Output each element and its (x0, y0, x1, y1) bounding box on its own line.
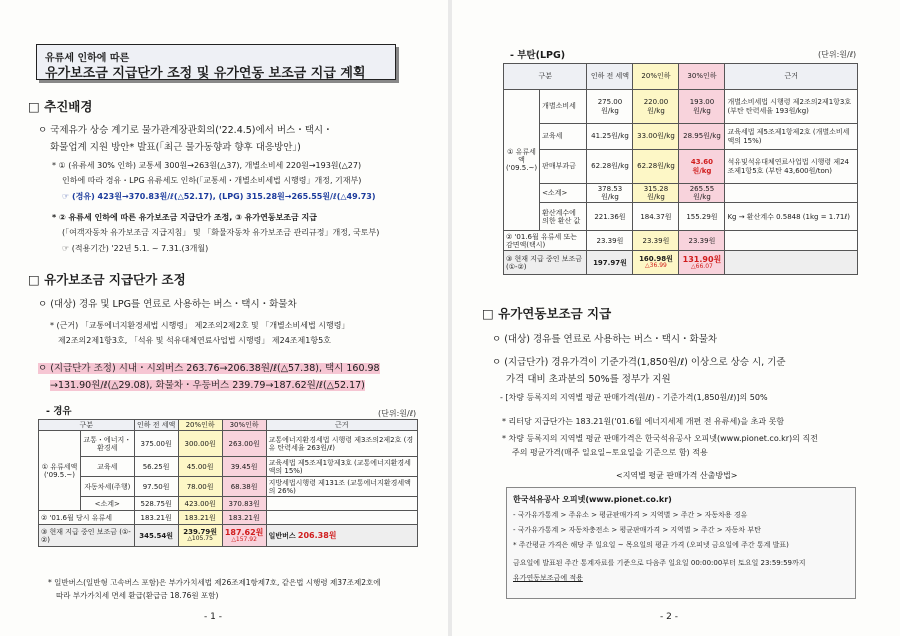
header-20: 20%인하 (633, 64, 679, 90)
table-cell: 39.45원 (222, 457, 266, 477)
table-cell: 45.00원 (178, 457, 222, 477)
bullet2-line-2: (「여객자동차 유가보조금 지급지침」 및 「화물자동차 유가보조금 관리규정」개정, 국토부) (62, 228, 380, 237)
table-cell: 370.83원 (222, 497, 266, 511)
table-cell: 275.00원/kg (587, 90, 633, 124)
value-30: 187.62원 (224, 527, 264, 537)
bullet2-line-1: * ② 유류세 인하에 따른 유가보조금 지급단가 조정, ③ 유가연동보조금 지급 (52, 213, 318, 222)
method-line: - 국가유가통계 > 주유소 > 평균판매가격 > 지역별 > 주간 > 자동차용 경유 (513, 511, 748, 519)
page-number-2: - 2 - (660, 612, 678, 622)
table-cell: 자동차세(주행) (81, 477, 135, 497)
table-cell: 183.21원 (178, 511, 222, 525)
price-line-1-text: ㅇ (지급단가 조정) 시내・시외버스 263.76→206.38원/ℓ(△57.38), 택시 160.98 (38, 363, 380, 374)
note-2-line-2: 주의 평균가격(매주 일요일~토요일을 기준으로 함) 적용 (512, 448, 708, 457)
table-cell-20 (633, 251, 679, 275)
table-row (39, 497, 418, 511)
method-line: * 주간평균 가격은 해당 주 일요일 ~ 목요일의 평균 가격 (오피넷 금요일에 주간 통계 발표) (513, 541, 789, 549)
table-cell-30 (222, 525, 266, 547)
price-line-2-text: →131.90원/ℓ(△29.08), 화물차・우등버스 239.79→187.62원/ℓ(△52.17) (50, 380, 365, 391)
table-row (504, 150, 858, 184)
table-cell: 교육세 (81, 457, 135, 477)
table-cell: 지방세법시행령 제131조 (교통에너지환경세액의 26%) (266, 477, 417, 497)
section-heading-linked-subsidy: □ 유가연동보조금 지급 (482, 306, 612, 321)
general-bus-value: 206.38원 (297, 530, 337, 540)
table-cell: 78.00원 (178, 477, 222, 497)
table-row (39, 477, 418, 497)
table-cell: ③ 현재 지급 중인 보조금 (①-②) (504, 251, 587, 275)
table-cell: 378.53원/kg (587, 184, 633, 203)
table-cell: 개별소비세법 시행령 제2조의2제1항3호 (부탄 탄력세율 193원/kg) (725, 90, 858, 124)
header-30: 30%인하 (222, 420, 266, 431)
section-heading-background: □ 추진배경 (28, 99, 93, 114)
table-cell: 환산계수에 의한 환산 값 (540, 203, 587, 231)
table-cell: 개별소비세 (540, 90, 587, 124)
table-cell: 33.00원/kg (633, 124, 679, 150)
table-cell: 23.39원 (587, 231, 633, 251)
table-row-total (39, 525, 418, 547)
table-cell: <소계> (540, 184, 587, 203)
method-line: 유가연동보조금에 적용 (513, 574, 583, 582)
table-row (39, 511, 418, 525)
title-box (36, 44, 396, 80)
table-cell: <소계> (81, 497, 135, 511)
method-box (506, 487, 856, 599)
header-30: 30%인하 (679, 64, 725, 90)
table-header-row (39, 420, 418, 431)
table-cell: 68.38원 (222, 477, 266, 497)
table-cell: 23.39원 (633, 231, 679, 251)
table-cell: ② '01.6월 유류세 또는 감면액(택시) (504, 231, 587, 251)
group-label: ① 유류세액 ('09.5.~) (39, 431, 81, 511)
diesel-unit: (단위:원/ℓ) (378, 409, 417, 418)
table-cell: 345.54원 (134, 525, 178, 547)
method-line: 금요일에 발표된 주간 통계자료를 기준으로 다음주 일요일 00:00:00부터 토요일 23:59:59까지 (513, 559, 806, 567)
table-cell: ② '01.6월 당시 유류세 (39, 511, 135, 525)
table-cell: 판매부과금 (540, 150, 587, 184)
table-row (39, 457, 418, 477)
general-bus-label: 일반버스 (268, 531, 296, 540)
method-box-title: <지역별 평균 판매가격 산출방법> (616, 471, 738, 480)
method-line: - 국가유가통계 > 자동차충전소 > 평균판매가격 > 지역별 > 주간 > 자동차 부탄 (513, 526, 761, 534)
header-category: 구분 (504, 64, 587, 90)
table-cell: 석유및석유대체연료사업법 시행령 제24조제1항5호 (부탄 43,600원/ton) (725, 150, 858, 184)
value-20: 160.98원 (639, 255, 673, 264)
table-cell: 375.00원 (134, 431, 178, 457)
delta-30: △66.07 (691, 262, 713, 270)
price-line-2 (50, 377, 365, 391)
table-cell: 528.75원 (134, 497, 178, 511)
linked-condition-line-1: ㅇ (지급단가) 경유가격이 기준가격(1,850원/ℓ) 이상으로 상승 시, 기준 (492, 357, 786, 368)
value-20: 239.79원 (183, 528, 218, 537)
table-cell: 423.00원 (178, 497, 222, 511)
formula-line: - [차량 등록지의 지역별 평균 판매가격(원/ℓ) - 기준가격(1,850원/ℓ)]의 50% (500, 393, 768, 402)
note-1: * 리터당 지급단가는 183.21원('01.6월 에너지세제 개편 전 유류세)을 초과 못함 (502, 417, 785, 426)
linked-condition-line-2: 가격 대비 초과분의 50%를 정부가 지원 (506, 374, 671, 385)
table-cell: 315.28원/kg (633, 184, 679, 203)
footnote-2: 따라 부가가치세 면세 환급(환급금 18.76원 포함) (56, 591, 219, 600)
table-cell: 220.00원/kg (633, 90, 679, 124)
bullet1-line-3: ☞ (경유) 423원→370.83원/ℓ(△52.17), (LPG) 315.28원→265.55원/ℓ(△49.73) (62, 192, 376, 201)
table-row (504, 184, 858, 203)
table-cell: 300.00원 (178, 431, 222, 457)
table-cell-20 (178, 525, 222, 547)
basis-line-2: 제2조의2제1항3호, 「석유 및 석유대체연료사업법 시행령」 제24조제1항5호 (58, 336, 331, 345)
table-cell (725, 251, 858, 275)
table-cell: 교육세 (540, 124, 587, 150)
table-cell: 62.28원/kg (587, 150, 633, 184)
table-row (39, 431, 418, 457)
delta-20: △36.99 (645, 262, 667, 270)
page-number-1: - 1 - (204, 612, 222, 622)
bullet1-line-1: * ① (유류세 30% 인하) 교통세 300원→263원(△37), 개별소비세 220원→193원(△27) (52, 161, 362, 170)
lpg-subheading: - 부탄(LPG) (510, 50, 566, 61)
table-cell: 97.50원 (134, 477, 178, 497)
table-cell: 221.36원 (587, 203, 633, 231)
table-cell (266, 497, 417, 511)
header-before: 인하 전 세액 (134, 420, 178, 431)
diesel-table (38, 419, 418, 547)
table-cell: 155.29원 (679, 203, 725, 231)
diesel-subheading: - 경유 (46, 406, 72, 417)
table-header-row (504, 64, 858, 90)
header-basis: 근거 (266, 420, 417, 431)
lpg-table (503, 63, 858, 275)
table-cell: 183.21원 (134, 511, 178, 525)
table-cell: 183.21원 (222, 511, 266, 525)
table-cell (725, 184, 858, 203)
table-cell: 교육세법 제5조제1항제3호 (교통에너지환경세액의 15%) (266, 457, 417, 477)
bullet1-line-2: 인하에 따라 경유・LPG 유류세도 인하(「교통세・개별소비세법 시행령」개정, 기재부) (62, 176, 362, 185)
table-cell: 28.95원/kg (679, 124, 725, 150)
table-cell: 265.55원/kg (679, 184, 725, 203)
bullet2-line-3: ☞ (적용기간) '22년 5.1. ~ 7.31.(3개월) (62, 244, 209, 253)
background-line-2: 화물업계 지원 방안* 발표(「최근 물가동향과 향후 대응방안」) (50, 142, 301, 153)
header-basis: 근거 (725, 64, 858, 90)
table-cell: 184.37원 (633, 203, 679, 231)
method-line: 한국석유공사 오피넷(www.pionet.co.kr) (513, 495, 672, 504)
table-cell: 263.00원 (222, 431, 266, 457)
table-cell: ③ 현재 지급 중인 보조금 (①-②) (39, 525, 135, 547)
section-heading-adjustment: □ 유가보조금 지급단가 조정 (28, 272, 186, 287)
note-2-line-1: * 차량 등록지의 지역별 평균 판매가격은 한국석유공사 오피넷(www.pionet.co.kr)의 직전 (502, 434, 818, 443)
page-title: 유가보조금 지급단가 조정 및 유가연동 보조금 지급 계획 (45, 66, 366, 81)
background-line-1: ㅇ 국제유가 상승 계기로 물가관계장관회의('22.4.5)에서 버스・택시・ (38, 125, 333, 136)
lpg-unit: (단위:원/ℓ) (818, 50, 857, 59)
delta-30: △157.92 (231, 535, 257, 543)
table-cell-30 (679, 251, 725, 275)
group-label: ① 유류세액 ('09.5.~) (504, 90, 540, 231)
table-cell: Kg → 환산계수 0.5848 (1kg = 1.71ℓ) (725, 203, 858, 231)
title-small: 유류세 인하에 따른 (45, 53, 130, 64)
table-cell: 교육세법 제5조제1항제2호 (개별소비세액의 15%) (725, 124, 858, 150)
table-cell: 교통에너지환경세법 시행령 제3조의2제2호 (경유 탄력세율 263원/ℓ) (266, 431, 417, 457)
header-before: 인하 전 세액 (587, 64, 633, 90)
table-row (504, 124, 858, 150)
table-cell-note (266, 525, 417, 547)
page-1 (0, 0, 448, 636)
footnote-1: * 일반버스(일반형 고속버스 포함)은 부가가치세법 제26조제1항제7호, 같은법 시행령 제37조제2호에 (48, 578, 381, 587)
value-30: 131.90원 (682, 254, 722, 264)
header-20: 20%인하 (178, 420, 222, 431)
table-row-total (504, 251, 858, 275)
table-cell: 193.00원/kg (679, 90, 725, 124)
basis-line-1: * (근거) 「교통에너지환경세법 시행령」 제2조의2제2호 및 「개별소비세법 시행령」 (50, 321, 350, 330)
delta-20: △105.75 (187, 535, 213, 543)
table-cell: 197.97원 (587, 251, 633, 275)
table-cell: 62.28원/kg (633, 150, 679, 184)
table-cell: 23.39원 (679, 231, 725, 251)
table-cell: 교통・에너지・환경세 (81, 431, 135, 457)
table-cell (725, 231, 858, 251)
table-cell (266, 511, 417, 525)
linked-target-line: ㅇ (대상) 경유를 연료로 사용하는 버스・택시・화물차 (492, 334, 718, 345)
table-cell: 41.25원/kg (587, 124, 633, 150)
table-row (504, 90, 858, 124)
table-cell: 43.60원/kg (679, 150, 725, 184)
target-line: ㅇ (대상) 경유 및 LPG를 연료로 사용하는 버스・택시・화물차 (38, 299, 297, 310)
table-row (504, 231, 858, 251)
table-cell: 56.25원 (134, 457, 178, 477)
header-category: 구분 (39, 420, 135, 431)
table-row (504, 203, 858, 231)
price-line-1 (38, 360, 380, 374)
